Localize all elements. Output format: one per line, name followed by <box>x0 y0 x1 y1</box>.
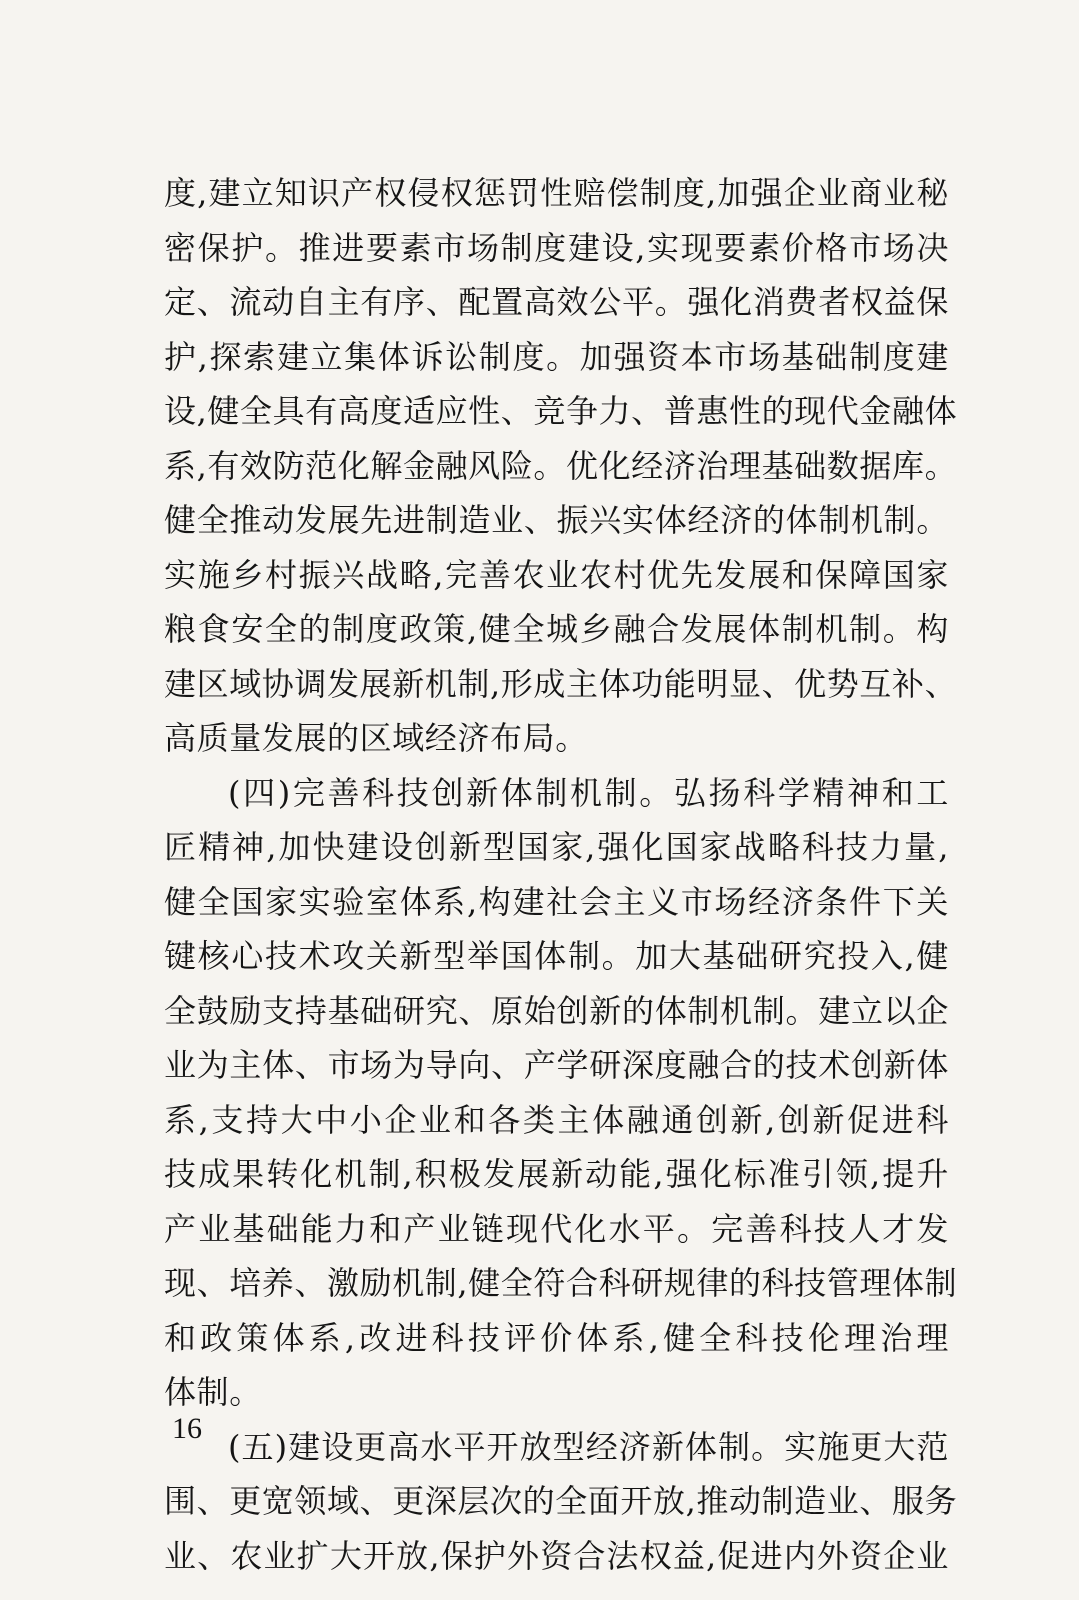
text-line: 业为主体、市场为导向、产学研深度融合的技术创新体 <box>164 1046 949 1084</box>
text-line: 密保护。推进要素市场制度建设,实现要素价格市场决 <box>164 228 949 267</box>
text-line: 全鼓励支持基础研究、原始创新的体制机制。建立以企 <box>164 991 949 1030</box>
text-line: 健全国家实验室体系,构建社会主义市场经济条件下关 <box>164 882 949 921</box>
section-heading-line: (五)建设更高水平开放型经济新体制。实施更大范 <box>228 1427 949 1466</box>
paragraph-1 <box>164 166 958 766</box>
text-line: 护,探索建立集体诉讼制度。加强资本市场基础制度建 <box>164 337 949 376</box>
paragraph-3 <box>164 1420 958 1584</box>
text-line: 定、流动自主有序、配置高效公平。强化消费者权益保 <box>164 283 949 321</box>
text-line: 和政策体系,改进科技评价体系,健全科技伦理治理 <box>164 1318 949 1357</box>
text-line: 系,支持大中小企业和各类主体融通创新,创新促进科 <box>164 1100 949 1139</box>
text-line: 实施乡村振兴战略,完善农业农村优先发展和保障国家 <box>164 555 949 594</box>
page-number: 16 <box>172 1412 202 1445</box>
text-line: 粮食安全的制度政策,健全城乡融合发展体制机制。构 <box>164 610 949 648</box>
text-line: 现、培养、激励机制,健全符合科研规律的科技管理体制 <box>164 1264 958 1302</box>
text-line: 系,有效防范化解金融风险。优化经济治理基础数据库。 <box>164 446 958 485</box>
text-line: 围、更宽领域、更深层次的全面开放,推动制造业、服务 <box>164 1482 958 1520</box>
text-line: 体制。 <box>164 1373 262 1411</box>
text-line: 设,健全具有高度适应性、竞争力、普惠性的现代金融体 <box>164 392 958 430</box>
text-line: 匠精神,加快建设创新型国家,强化国家战略科技力量, <box>164 828 949 866</box>
paragraph-2 <box>164 766 958 1420</box>
body-text <box>164 166 958 1583</box>
text-line: 业、农业扩大开放,保护外资合法权益,促进内外资企业 <box>164 1536 949 1575</box>
text-line: 技成果转化机制,积极发展新动能,强化标准引领,提升 <box>164 1155 949 1193</box>
text-line: 建区域协调发展新机制,形成主体功能明显、优势互补、 <box>164 664 958 703</box>
text-line: 高质量发展的区域经济布局。 <box>164 719 588 757</box>
text-line: 键核心技术攻关新型举国体制。加大基础研究投入,健 <box>164 937 949 975</box>
text-line: 产业基础能力和产业链现代化水平。完善科技人才发 <box>164 1209 949 1248</box>
text-line: 健全推动发展先进制造业、振兴实体经济的体制机制。 <box>164 501 949 539</box>
text-line: 度,建立知识产权侵权惩罚性赔偿制度,加强企业商业秘 <box>164 174 949 212</box>
section-heading-line: (四)完善科技创新体制机制。弘扬科学精神和工 <box>228 773 949 812</box>
